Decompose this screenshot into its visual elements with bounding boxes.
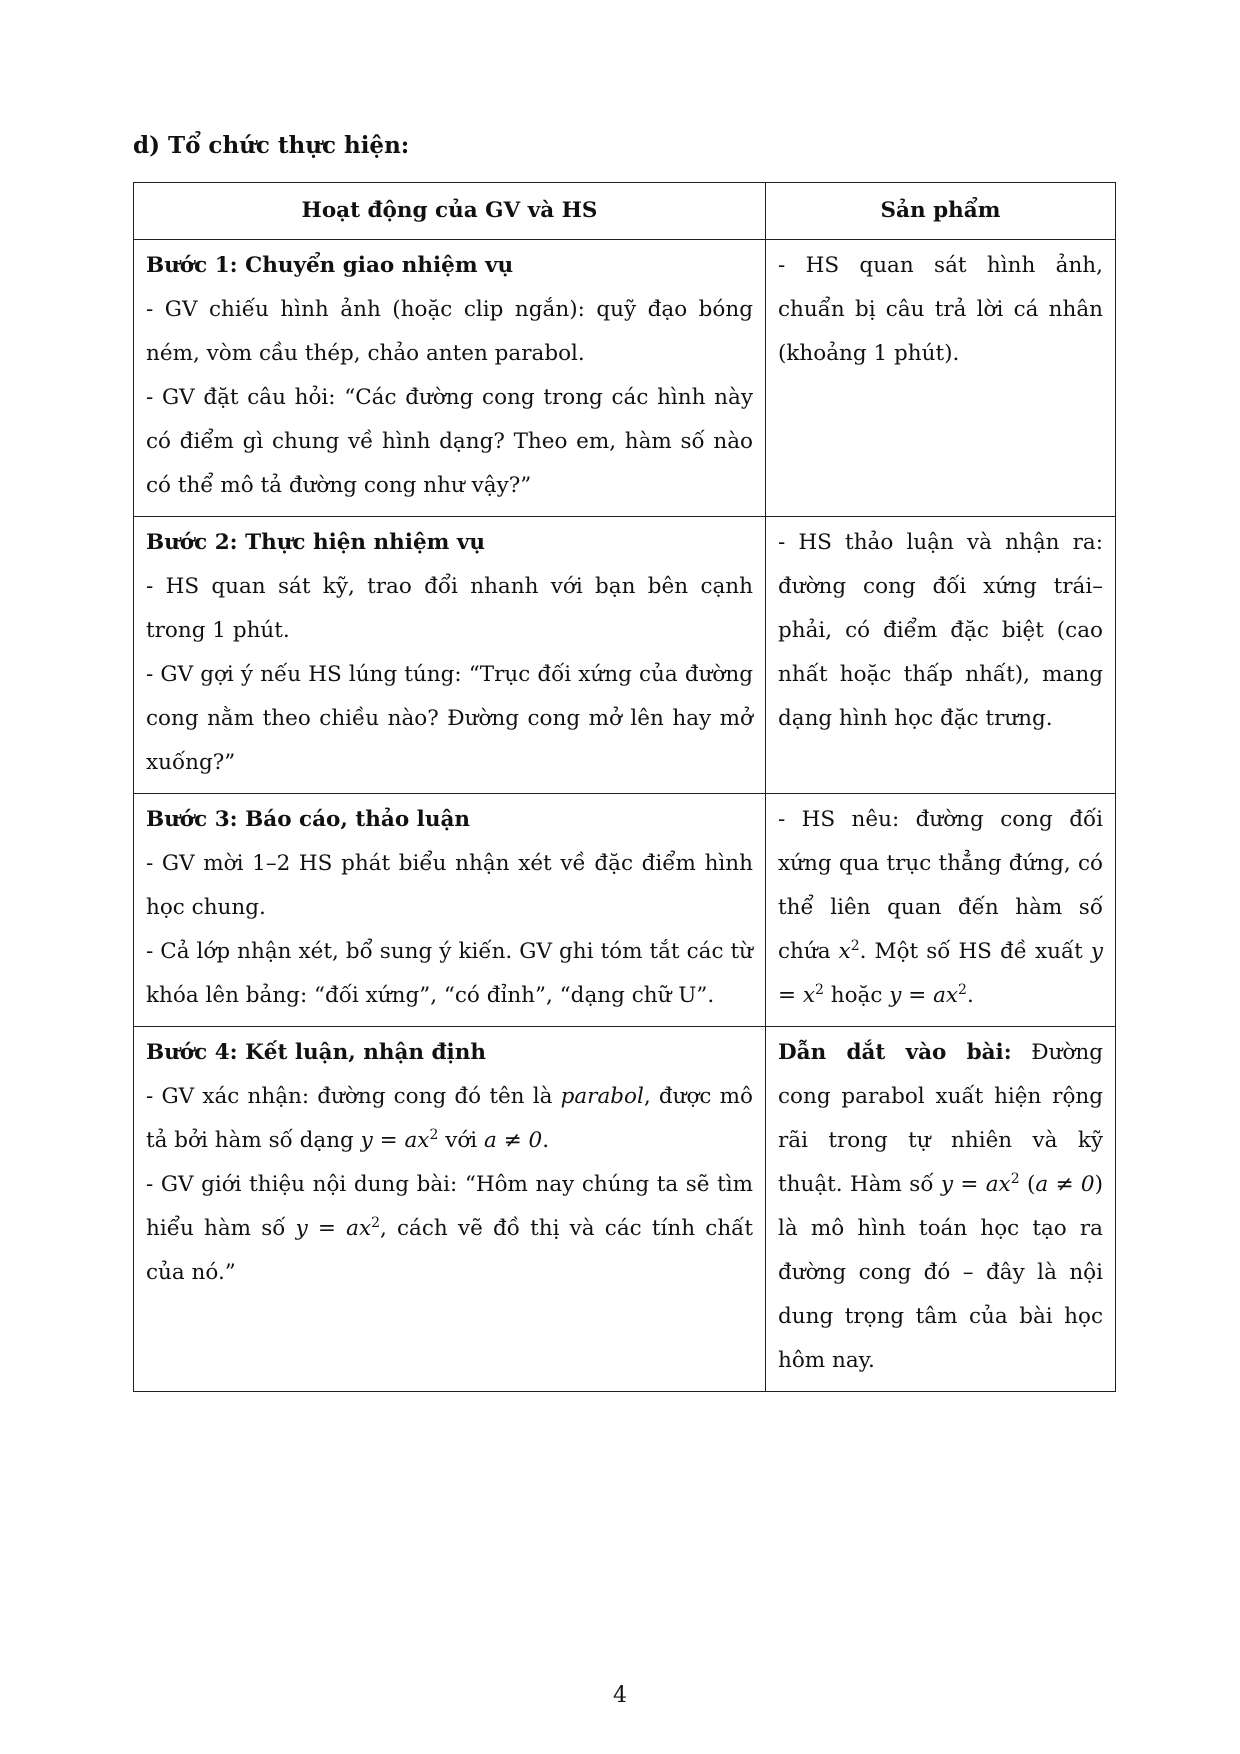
activity-line: - HS quan sát kỹ, trao đổi nhanh với bạn bên cạnh trong 1 phút. [146,574,753,643]
product-text: . Một số HS đề xuất [859,939,1091,964]
activity-text: - GV xác nhận: đường cong đó tên là [146,1084,561,1109]
math-expression: y = ax [360,1128,430,1153]
activity-line: - Cả lớp nhận xét, bổ sung ý kiến. GV ghi tóm tắt các từ khóa lên bảng: “đối xứng”, “có đỉnh”, “dạng chữ U”. [146,939,753,1008]
math-expression: a ≠ 0 [1035,1172,1095,1197]
activity-text: - GV giới thiệu nội dung bài: “Hôm nay chúng ta sẽ tìm hiểu hàm số [146,1172,753,1241]
exponent: 2 [850,937,860,954]
activity-line [146,1163,753,1295]
product-text: hoặc [823,983,890,1008]
math-expression: y = ax [889,983,959,1008]
exponent: 2 [371,1214,380,1231]
activity-text: với [438,1128,484,1153]
product-text: Đường cong parabol xuất hiện rộng rãi trong tự nhiên và kỹ thuật. Hàm số [778,1040,1103,1197]
step-title: Bước 1: Chuyển giao nhiệm vụ [146,253,514,278]
math-expression: x [838,939,851,964]
product-cell [766,1027,1116,1392]
product-text: - HS thảo luận và nhận ra: đường cong đối xứng trái–phải, có điểm đặc biệt (cao nhất hoặc thấp nhất), mang dạng hình học đặc trưng. [778,530,1103,731]
term-parabol: parabol [560,1084,644,1109]
exponent: 2 [429,1126,439,1143]
product-cell [766,517,1116,794]
exponent: 2 [814,981,824,998]
activity-text: , được mô tả bởi hàm số dạng [146,1084,753,1153]
activity-line: - GV chiếu hình ảnh (hoặc clip ngắn): quỹ đạo bóng ném, vòm cầu thép, chảo anten parabol. [146,297,753,366]
page-number: 4 [613,1683,627,1708]
table-header-row [134,183,1116,240]
activity-text: . [542,1128,550,1153]
product-text: ( [1019,1172,1036,1197]
activity-cell [134,794,766,1027]
activity-line: - GV gợi ý nếu HS lúng túng: “Trục đối xứng của đường cong nằm theo chiều nào? Đường cong mở lên hay mở xuống?” [146,662,753,775]
activity-text: , cách vẽ đồ thị và các tính chất của nó.” [146,1216,753,1285]
exponent: 2 [958,981,967,998]
activity-table [133,182,1116,1392]
step-title: Bước 3: Báo cáo, thảo luận [146,807,471,832]
product-text: . [966,983,974,1008]
product-text: - HS nêu: đường cong đối xứng qua trục thẳng đứng, có thể liên quan đến hàm số chứa [778,807,1103,964]
activity-line [146,1075,753,1163]
math-expression: a ≠ 0 [484,1128,543,1153]
activity-cell [134,517,766,794]
exponent: 2 [1010,1170,1020,1187]
activity-cell [134,1027,766,1392]
product-lead: Dẫn dắt vào bài: [778,1040,1012,1065]
product-text: ) là mô hình toán học tạo ra đường cong đó – đây là nội dung trọng tâm của bài học hôm nay. [778,1172,1103,1373]
table-row [134,240,1116,517]
section-heading: d) Tổ chức thực hiện: [133,132,410,159]
table-row [134,517,1116,794]
math-expression: y = x [778,939,1103,1008]
math-expression: y = ax [940,1172,1011,1197]
step-title: Bước 2: Thực hiện nhiệm vụ [146,530,486,555]
table-row [134,794,1116,1027]
table-row [134,1027,1116,1392]
header-product: Sản phẩm [766,183,1116,240]
math-expression: y = ax [295,1216,372,1241]
product-text: - HS quan sát hình ảnh, chuẩn bị câu trả lời cá nhân (khoảng 1 phút). [778,253,1103,366]
product-cell [766,240,1116,517]
step-title: Bước 4: Kết luận, nhận định [146,1040,486,1065]
product-cell [766,794,1116,1027]
header-activity: Hoạt động của GV và HS [134,183,766,240]
activity-cell [134,240,766,517]
activity-line: - GV mời 1–2 HS phát biểu nhận xét về đặc điểm hình học chung. [146,851,753,920]
activity-line: - GV đặt câu hỏi: “Các đường cong trong các hình này có điểm gì chung về hình dạng? Theo em, hàm số nào có thể mô tả đường cong như vậy?” [146,385,753,498]
